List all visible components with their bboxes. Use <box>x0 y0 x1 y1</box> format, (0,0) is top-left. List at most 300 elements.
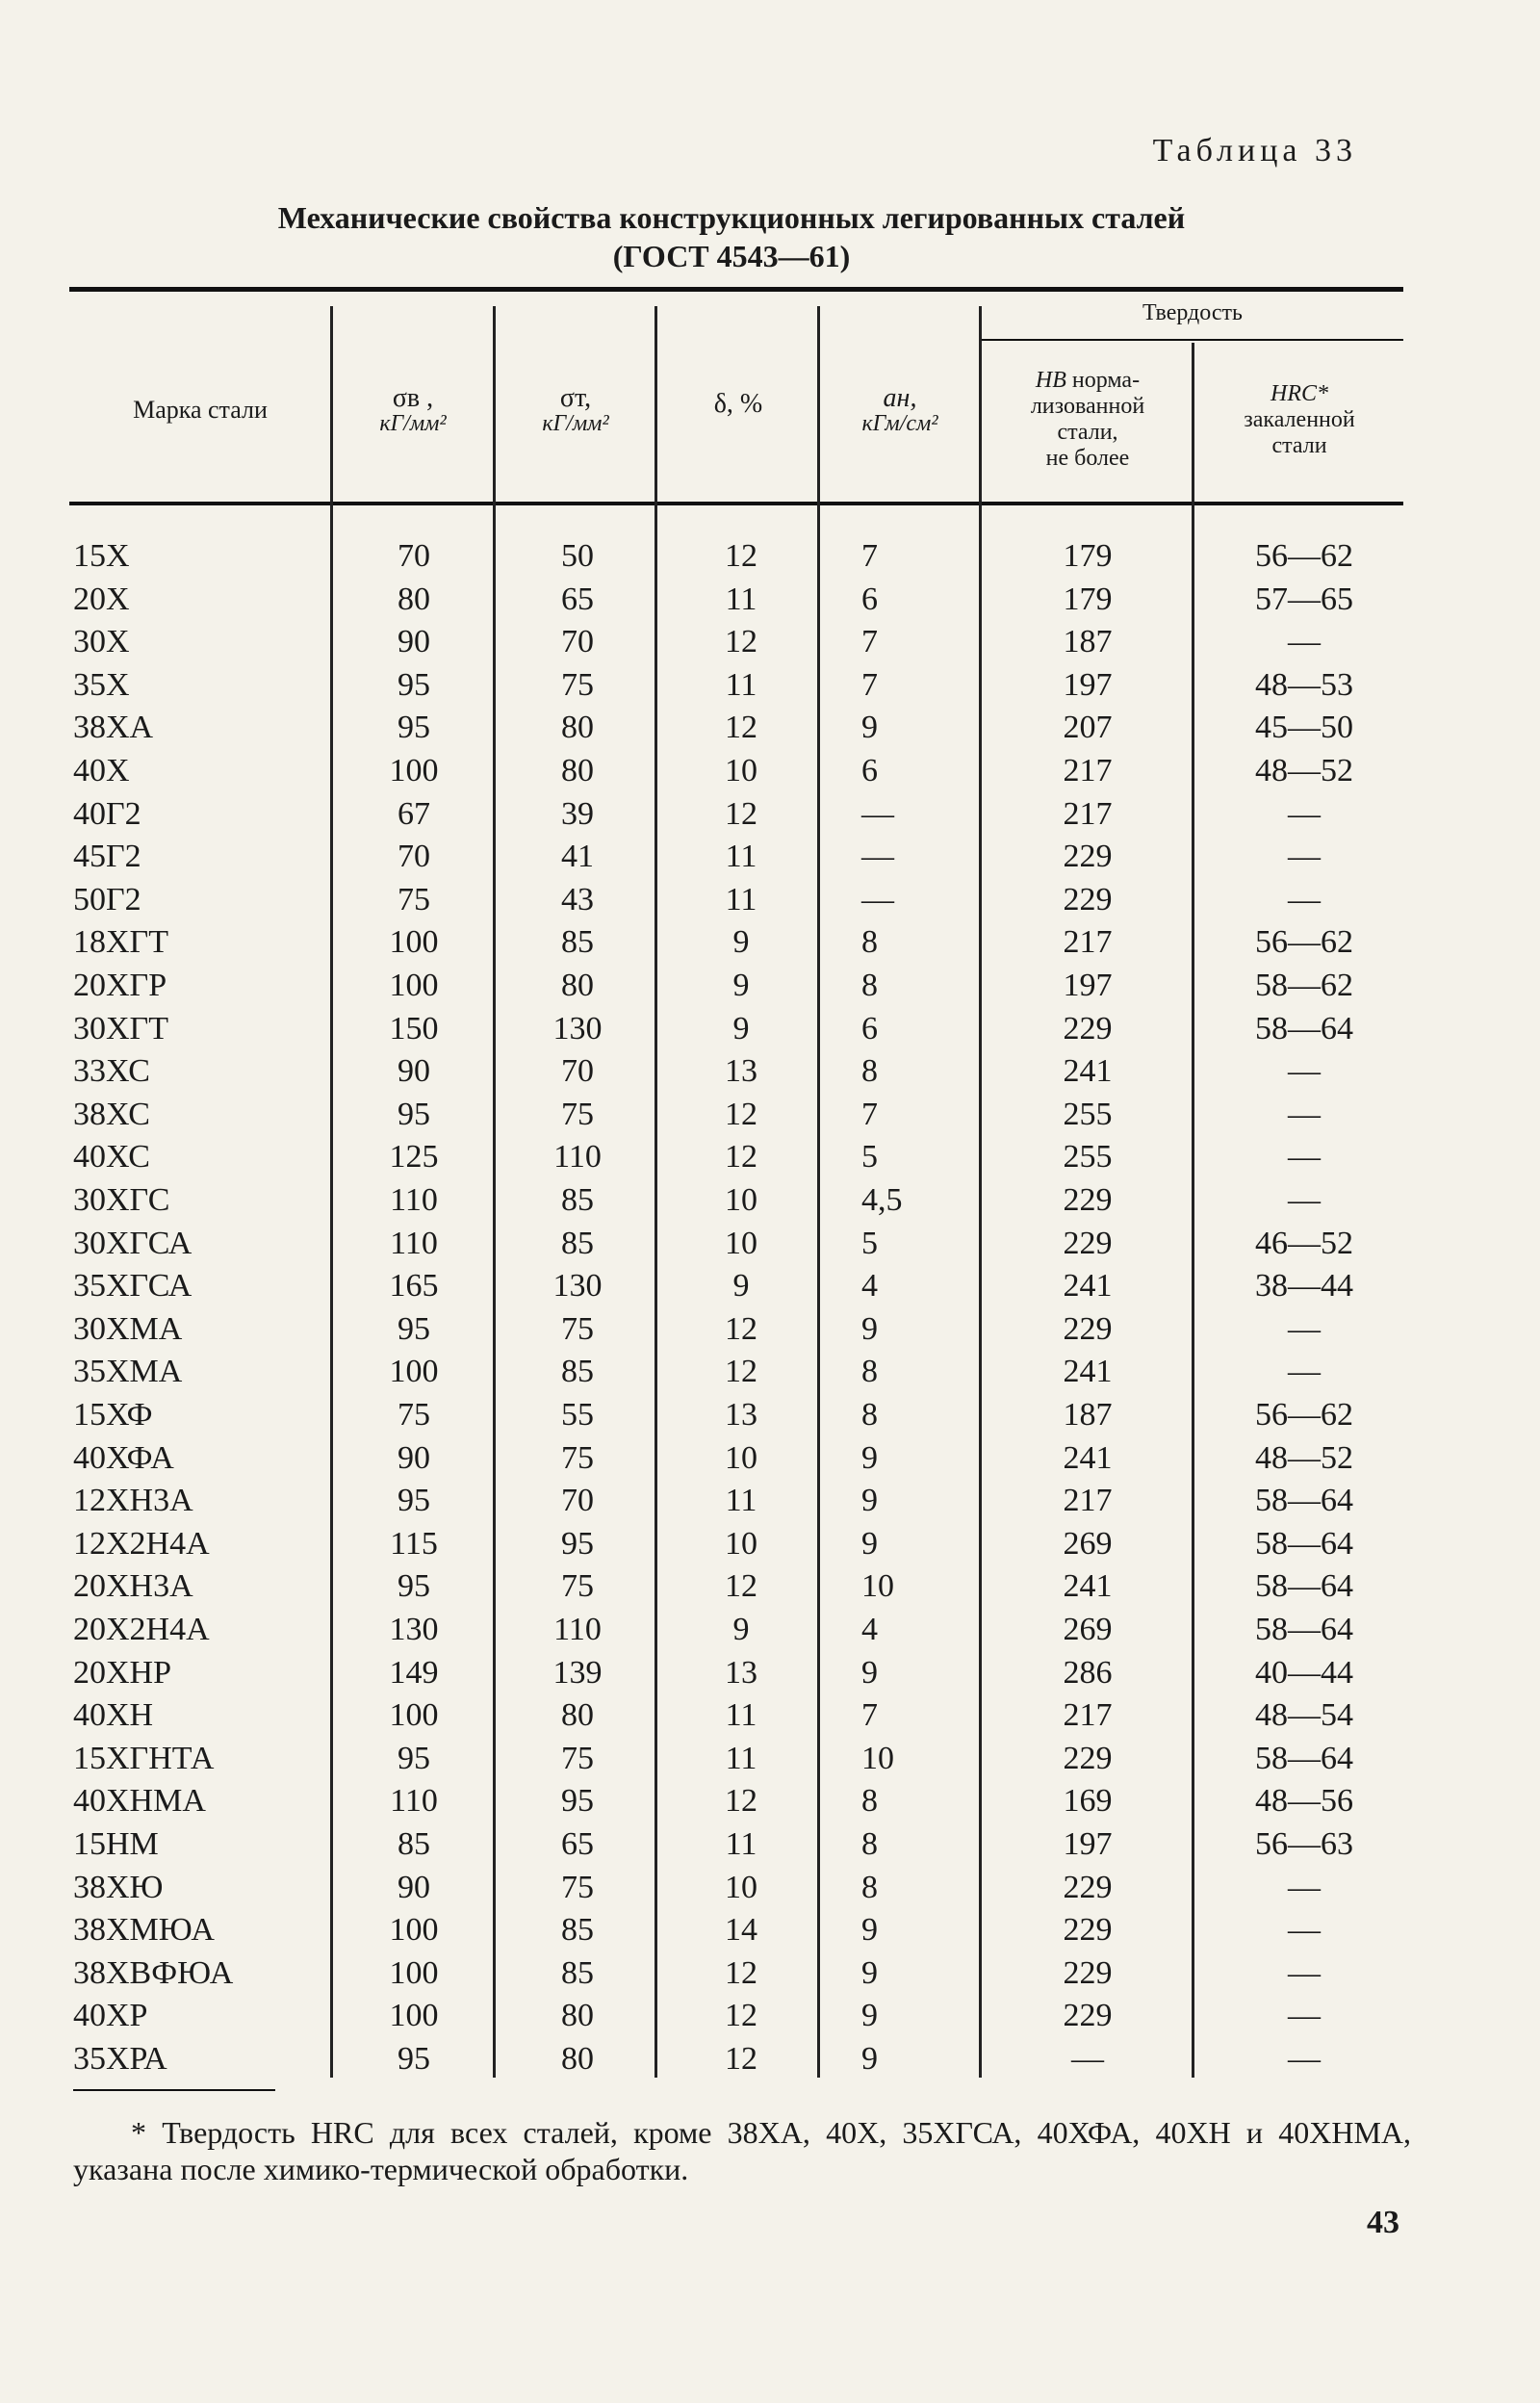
elongation-cell: 14 <box>725 1912 757 1949</box>
elongation-cell: 11 <box>725 1697 757 1734</box>
impact-toughness-cell: 8 <box>861 1826 878 1862</box>
tensile-strength-cell: 110 <box>390 1783 438 1820</box>
elongation-cell: 12 <box>725 1783 757 1820</box>
steel-grade-cell: 30Х <box>73 624 130 660</box>
table-row <box>0 1609 1540 1651</box>
table-row <box>0 1094 1540 1136</box>
impact-toughness-cell: 9 <box>861 1998 878 2034</box>
steel-grade-cell: 40Х <box>73 753 130 788</box>
hrc-hardness-cell: — <box>1288 839 1321 875</box>
tensile-strength-cell: 100 <box>389 1912 439 1949</box>
elongation-cell: 12 <box>725 1139 757 1176</box>
yield-strength-cell: 75 <box>561 1310 594 1347</box>
tensile-strength-cell: 100 <box>389 1354 439 1390</box>
hrc-hardness-cell: — <box>1288 1096 1321 1132</box>
tensile-strength-cell: 165 <box>389 1268 439 1305</box>
table-row <box>0 1652 1540 1694</box>
hb-hardness-cell: 179 <box>1063 538 1113 574</box>
table-row <box>0 1480 1540 1522</box>
yield-strength-cell: 130 <box>552 1268 603 1305</box>
a-n-symbol: ан, <box>883 383 917 413</box>
elongation-cell: 11 <box>725 1740 757 1776</box>
steel-grade-cell: 40ХН <box>73 1697 154 1734</box>
elongation-cell: 12 <box>725 1998 757 2034</box>
elongation-cell: 11 <box>725 839 757 875</box>
steel-grade-cell: 40ХС <box>73 1139 150 1176</box>
hrc-hardness-cell: — <box>1288 2041 1321 2077</box>
header-bottom-rule <box>69 502 1403 505</box>
hrc-hardness-cell: 58—64 <box>1255 1010 1353 1046</box>
table-row <box>0 921 1540 964</box>
steel-grade-cell: 40ХР <box>73 1998 148 2034</box>
table-row <box>0 1136 1540 1178</box>
hb-hardness-cell: 241 <box>1063 1439 1113 1476</box>
hrc-hardness-cell: 56—62 <box>1255 538 1353 574</box>
elongation-cell: 12 <box>725 1568 757 1605</box>
hrc-hardness-cell: — <box>1288 881 1321 917</box>
table-row <box>0 1909 1540 1951</box>
hb-hardness-cell: 229 <box>1063 1869 1113 1905</box>
hb-line-2: лизованной <box>1030 394 1145 419</box>
tensile-strength-cell: 100 <box>389 753 439 788</box>
hrc-hardness-cell: 57—65 <box>1255 581 1353 617</box>
tensile-strength-cell: 80 <box>398 581 430 617</box>
hb-line-3: стали, <box>1057 420 1118 445</box>
hrc-hardness-cell: — <box>1288 1869 1321 1905</box>
yield-strength-cell: 43 <box>561 881 594 917</box>
hrc-hardness-cell: 38—44 <box>1255 1268 1353 1305</box>
table-row <box>0 621 1540 663</box>
table-row <box>0 1780 1540 1822</box>
hb-hardness-cell: 229 <box>1063 839 1113 875</box>
hb-line-1: HB норма- <box>1035 368 1141 393</box>
table-row <box>0 750 1540 792</box>
hb-hardness-cell: 229 <box>1063 1912 1113 1949</box>
hrc-hardness-cell: 56—62 <box>1255 1397 1353 1433</box>
tensile-strength-cell: 95 <box>398 666 430 703</box>
hb-hardness-cell: 229 <box>1063 1010 1113 1046</box>
yield-strength-cell: 75 <box>561 1869 594 1905</box>
tensile-strength-cell: 95 <box>398 1310 430 1347</box>
hrc-hardness-cell: 58—64 <box>1255 1612 1353 1647</box>
steel-grade-cell: 20Х2Н4А <box>73 1612 210 1647</box>
elongation-cell: 12 <box>725 795 757 832</box>
table-row <box>0 1265 1540 1307</box>
tensile-strength-cell: 70 <box>398 839 430 875</box>
table-row <box>0 2038 1540 2080</box>
tensile-strength-cell: 95 <box>398 2041 430 2077</box>
yield-strength-cell: 110 <box>553 1612 602 1647</box>
steel-grade-cell: 15ХГНТА <box>73 1740 215 1776</box>
hrc-hardness-cell: — <box>1288 1139 1321 1176</box>
hrc-hardness-cell: 48—53 <box>1255 666 1353 703</box>
elongation-cell: 12 <box>725 1954 757 1991</box>
impact-toughness-cell: 8 <box>861 1397 878 1433</box>
yield-strength-cell: 50 <box>561 538 594 574</box>
table-row <box>0 1223 1540 1265</box>
yield-strength-cell: 75 <box>561 666 594 703</box>
impact-toughness-cell: 8 <box>861 1354 878 1390</box>
table-row <box>0 1694 1540 1737</box>
yield-strength-cell: 80 <box>561 968 594 1003</box>
tensile-strength-cell: 67 <box>398 795 430 832</box>
impact-toughness-cell: 9 <box>861 1654 878 1691</box>
tensile-strength-cell: 90 <box>398 1869 430 1905</box>
elongation-cell: 13 <box>725 1654 757 1691</box>
tensile-strength-cell: 130 <box>389 1612 439 1647</box>
tensile-strength-cell: 100 <box>389 1954 439 1991</box>
table-row <box>0 1867 1540 1909</box>
hrc-hardness-cell: — <box>1288 1354 1321 1390</box>
header-sigma-t <box>496 385 655 437</box>
header-hrc <box>1195 381 1403 459</box>
steel-grade-cell: 30ХГТ <box>73 1010 168 1046</box>
impact-toughness-cell: 8 <box>861 924 878 961</box>
table-row <box>0 1565 1540 1608</box>
table-row <box>0 1351 1540 1393</box>
a-n-unit: кГм/см² <box>861 411 938 436</box>
hrc-line-2: закаленной <box>1244 407 1355 432</box>
impact-toughness-cell: 9 <box>861 1954 878 1991</box>
impact-toughness-cell: 10 <box>861 1568 894 1605</box>
hrc-hardness-cell: 58—64 <box>1255 1740 1353 1776</box>
sigma-t-unit: кГ/мм² <box>542 411 609 436</box>
elongation-cell: 9 <box>732 968 750 1003</box>
steel-grade-cell: 40ХНМА <box>73 1783 206 1820</box>
hrc-line-1: HRC* <box>1270 381 1328 406</box>
impact-toughness-cell: 9 <box>861 1912 878 1949</box>
steel-grade-cell: 35ХГСА <box>73 1268 192 1305</box>
table-row <box>0 1008 1540 1050</box>
hrc-hardness-cell: 58—64 <box>1255 1568 1353 1605</box>
tensile-strength-cell: 75 <box>398 881 430 917</box>
hrc-hardness-cell: 46—52 <box>1255 1225 1353 1261</box>
yield-strength-cell: 80 <box>561 710 594 746</box>
header-delta: δ, % <box>713 389 763 419</box>
yield-strength-cell: 75 <box>561 1096 594 1132</box>
impact-toughness-cell: 8 <box>861 968 878 1003</box>
elongation-cell: 12 <box>725 1310 757 1347</box>
hb-hardness-cell: 255 <box>1063 1096 1113 1132</box>
table-row <box>0 1437 1540 1480</box>
hb-hardness-cell: 229 <box>1063 1182 1113 1218</box>
impact-toughness-cell: 5 <box>861 1139 878 1176</box>
tensile-strength-cell: 125 <box>389 1139 439 1176</box>
impact-toughness-cell: — <box>861 881 894 917</box>
hb-hardness-cell: 217 <box>1063 795 1113 832</box>
tensile-strength-cell: 110 <box>390 1225 438 1261</box>
steel-grade-cell: 40ХФА <box>73 1439 174 1476</box>
impact-toughness-cell: — <box>861 795 894 832</box>
table-row <box>0 1995 1540 2037</box>
steel-grade-cell: 38ХВФЮА <box>73 1954 234 1991</box>
hb-hardness-cell: 229 <box>1063 1954 1113 1991</box>
impact-toughness-cell: — <box>861 839 894 875</box>
yield-strength-cell: 85 <box>561 924 594 961</box>
top-rule <box>69 287 1403 292</box>
hb-hardness-cell: 269 <box>1063 1525 1113 1562</box>
sigma-b-unit: кГ/мм² <box>379 411 447 436</box>
hb-hardness-cell: 229 <box>1063 1740 1113 1776</box>
yield-strength-cell: 80 <box>561 753 594 788</box>
yield-strength-cell: 70 <box>561 1053 594 1090</box>
table-row <box>0 535 1540 578</box>
impact-toughness-cell: 9 <box>861 710 878 746</box>
impact-toughness-cell: 4 <box>861 1268 878 1305</box>
tensile-strength-cell: 95 <box>398 1568 430 1605</box>
header-sigma-b <box>333 385 493 437</box>
tensile-strength-cell: 70 <box>398 538 430 574</box>
elongation-cell: 12 <box>725 624 757 660</box>
yield-strength-cell: 80 <box>561 1697 594 1734</box>
footnote-rule <box>73 2089 275 2091</box>
yield-strength-cell: 55 <box>561 1397 594 1433</box>
impact-toughness-cell: 7 <box>861 538 878 574</box>
page-number: 43 <box>1367 2205 1399 2240</box>
steel-grade-cell: 33ХС <box>73 1053 150 1090</box>
steel-grade-cell: 38ХЮ <box>73 1869 164 1905</box>
hb-hardness-cell: 229 <box>1063 881 1113 917</box>
sigma-t-symbol: σт, <box>559 383 592 413</box>
tensile-strength-cell: 100 <box>389 1697 439 1734</box>
tensile-strength-cell: 75 <box>398 1397 430 1433</box>
impact-toughness-cell: 4 <box>861 1612 878 1647</box>
impact-toughness-cell: 8 <box>861 1869 878 1905</box>
table-label: Таблица 33 <box>1152 133 1357 168</box>
hb-hardness-cell: 187 <box>1063 1397 1113 1433</box>
hb-line-4: не более <box>1045 446 1130 471</box>
elongation-cell: 10 <box>725 1225 757 1261</box>
impact-toughness-cell: 6 <box>861 1010 878 1046</box>
table-row <box>0 1952 1540 1995</box>
yield-strength-cell: 139 <box>552 1654 603 1691</box>
hb-hardness-cell: 197 <box>1063 666 1113 703</box>
yield-strength-cell: 70 <box>561 1483 594 1519</box>
table-row <box>0 1738 1540 1780</box>
elongation-cell: 13 <box>725 1397 757 1433</box>
yield-strength-cell: 85 <box>561 1182 594 1218</box>
hrc-hardness-cell: 56—62 <box>1255 924 1353 961</box>
yield-strength-cell: 39 <box>561 795 594 832</box>
header-hardness: Твердость <box>1142 300 1243 325</box>
elongation-cell: 12 <box>725 1096 757 1132</box>
impact-toughness-cell: 9 <box>861 1483 878 1519</box>
yield-strength-cell: 75 <box>561 1740 594 1776</box>
yield-strength-cell: 70 <box>561 624 594 660</box>
hb-hardness-cell: 229 <box>1063 1310 1113 1347</box>
steel-grade-cell: 20ХНР <box>73 1654 172 1691</box>
yield-strength-cell: 110 <box>553 1139 602 1176</box>
hrc-hardness-cell: 58—62 <box>1255 968 1353 1003</box>
hrc-hardness-cell: — <box>1288 624 1321 660</box>
elongation-cell: 9 <box>732 1010 750 1046</box>
yield-strength-cell: 65 <box>561 581 594 617</box>
elongation-cell: 10 <box>725 753 757 788</box>
steel-grade-cell: 38ХМЮА <box>73 1912 215 1949</box>
elongation-cell: 11 <box>725 881 757 917</box>
hb-hardness-cell: 217 <box>1063 753 1113 788</box>
hrc-hardness-cell: 58—64 <box>1255 1525 1353 1562</box>
hb-hardness-cell: 197 <box>1063 1826 1113 1862</box>
tensile-strength-cell: 100 <box>389 1998 439 2034</box>
hrc-hardness-cell: 48—52 <box>1255 753 1353 788</box>
steel-grade-cell: 30ХГС <box>73 1182 170 1218</box>
impact-toughness-cell: 9 <box>861 1525 878 1562</box>
yield-strength-cell: 80 <box>561 1998 594 2034</box>
steel-grade-cell: 45Г2 <box>73 839 141 875</box>
hardness-rule <box>982 339 1403 341</box>
hb-hardness-cell: 255 <box>1063 1139 1113 1176</box>
tensile-strength-cell: 95 <box>398 1096 430 1132</box>
elongation-cell: 10 <box>725 1182 757 1218</box>
elongation-cell: 10 <box>725 1525 757 1562</box>
steel-grade-cell: 15Х <box>73 538 130 574</box>
tensile-strength-cell: 150 <box>389 1010 439 1046</box>
elongation-cell: 13 <box>725 1053 757 1090</box>
hrc-hardness-cell: 40—44 <box>1255 1654 1353 1691</box>
tensile-strength-cell: 115 <box>390 1525 438 1562</box>
table-row <box>0 664 1540 707</box>
table-row <box>0 707 1540 749</box>
elongation-cell: 11 <box>725 581 757 617</box>
hb-hardness-cell: 179 <box>1063 581 1113 617</box>
header-grade: Марка стали <box>133 396 268 424</box>
table-row <box>0 1823 1540 1866</box>
elongation-cell: 9 <box>732 1612 750 1647</box>
yield-strength-cell: 95 <box>561 1783 594 1820</box>
hb-hardness-cell: 217 <box>1063 1697 1113 1734</box>
hb-hardness-cell: — <box>1071 2041 1104 2077</box>
hb-hardness-cell: 241 <box>1063 1568 1113 1605</box>
hrc-hardness-cell: — <box>1288 795 1321 832</box>
steel-grade-cell: 35ХРА <box>73 2041 167 2077</box>
impact-toughness-cell: 8 <box>861 1783 878 1820</box>
impact-toughness-cell: 6 <box>861 753 878 788</box>
elongation-cell: 12 <box>725 2041 757 2077</box>
hrc-hardness-cell: — <box>1288 1182 1321 1218</box>
hb-hardness-cell: 241 <box>1063 1268 1113 1305</box>
hrc-hardness-cell: — <box>1288 1998 1321 2034</box>
steel-grade-cell: 30ХГСА <box>73 1225 192 1261</box>
impact-toughness-cell: 7 <box>861 666 878 703</box>
steel-grade-cell: 15НМ <box>73 1826 159 1862</box>
steel-grade-cell: 40Г2 <box>73 795 141 832</box>
elongation-cell: 9 <box>732 1268 750 1305</box>
yield-strength-cell: 85 <box>561 1912 594 1949</box>
hb-hardness-cell: 187 <box>1063 624 1113 660</box>
impact-toughness-cell: 9 <box>861 2041 878 2077</box>
hb-hardness-cell: 241 <box>1063 1354 1113 1390</box>
hrc-hardness-cell: — <box>1288 1954 1321 1991</box>
hb-hardness-cell: 241 <box>1063 1053 1113 1090</box>
table-row <box>0 1179 1540 1222</box>
elongation-cell: 12 <box>725 1354 757 1390</box>
steel-grade-cell: 20Х <box>73 581 130 617</box>
tensile-strength-cell: 95 <box>398 1483 430 1519</box>
hrc-hardness-cell: 45—50 <box>1255 710 1353 746</box>
steel-grade-cell: 12ХН3А <box>73 1483 193 1519</box>
footnote: * Твердость HRC для всех сталей, кроме 38ХА, 40Х, 35ХГСА, 40ХФА, 40ХН и 40ХНМА, указана после химико-термической обработки. <box>73 2115 1411 2186</box>
elongation-cell: 12 <box>725 710 757 746</box>
impact-toughness-cell: 8 <box>861 1053 878 1090</box>
yield-strength-cell: 95 <box>561 1525 594 1562</box>
impact-toughness-cell: 7 <box>861 624 878 660</box>
steel-grade-cell: 12Х2Н4А <box>73 1525 210 1562</box>
table-row <box>0 1308 1540 1351</box>
yield-strength-cell: 130 <box>552 1010 603 1046</box>
steel-grade-cell: 20ХН3А <box>73 1568 193 1605</box>
steel-grade-cell: 30ХМА <box>73 1310 183 1347</box>
hb-hardness-cell: 286 <box>1063 1654 1113 1691</box>
table-row <box>0 836 1540 878</box>
sigma-b-symbol: σв , <box>392 383 434 413</box>
hrc-hardness-cell: 48—56 <box>1255 1783 1353 1820</box>
table-row <box>0 879 1540 921</box>
steel-grade-cell: 35Х <box>73 666 130 703</box>
impact-toughness-cell: 5 <box>861 1225 878 1261</box>
hb-hardness-cell: 229 <box>1063 1998 1113 2034</box>
table-row <box>0 793 1540 836</box>
yield-strength-cell: 65 <box>561 1826 594 1862</box>
hb-hardness-cell: 269 <box>1063 1612 1113 1647</box>
impact-toughness-cell: 7 <box>861 1096 878 1132</box>
tensile-strength-cell: 90 <box>398 1439 430 1476</box>
tensile-strength-cell: 100 <box>389 968 439 1003</box>
impact-toughness-cell: 9 <box>861 1310 878 1347</box>
hrc-hardness-cell: 48—52 <box>1255 1439 1353 1476</box>
elongation-cell: 10 <box>725 1439 757 1476</box>
tensile-strength-cell: 90 <box>398 624 430 660</box>
hb-hardness-cell: 169 <box>1063 1783 1113 1820</box>
tensile-strength-cell: 95 <box>398 710 430 746</box>
table-title <box>0 198 1463 275</box>
elongation-cell: 10 <box>725 1869 757 1905</box>
elongation-cell: 12 <box>725 538 757 574</box>
impact-toughness-cell: 10 <box>861 1740 894 1776</box>
steel-grade-cell: 18ХГТ <box>73 924 168 961</box>
hb-hardness-cell: 217 <box>1063 1483 1113 1519</box>
hb-hardness-cell: 217 <box>1063 924 1113 961</box>
steel-grade-cell: 38ХА <box>73 710 154 746</box>
title-line-1: Механические свойства конструкционных легированных сталей <box>277 200 1186 235</box>
yield-strength-cell: 75 <box>561 1568 594 1605</box>
elongation-cell: 11 <box>725 1826 757 1862</box>
hrc-hardness-cell: — <box>1288 1053 1321 1090</box>
impact-toughness-cell: 4,5 <box>861 1182 903 1218</box>
hb-hardness-cell: 207 <box>1063 710 1113 746</box>
hrc-hardness-cell: 58—64 <box>1255 1483 1353 1519</box>
header-hb <box>984 368 1192 472</box>
steel-grade-cell: 15ХФ <box>73 1397 153 1433</box>
steel-grade-cell: 35ХМА <box>73 1354 183 1390</box>
title-line-2: (ГОСТ 4543—61) <box>612 239 851 273</box>
tensile-strength-cell: 149 <box>389 1654 439 1691</box>
table-row <box>0 579 1540 621</box>
hrc-line-3: стали <box>1271 433 1327 458</box>
impact-toughness-cell: 6 <box>861 581 878 617</box>
tensile-strength-cell: 100 <box>389 924 439 961</box>
hrc-hardness-cell: — <box>1288 1912 1321 1949</box>
hb-hardness-cell: 229 <box>1063 1225 1113 1261</box>
table-row <box>0 1050 1540 1093</box>
steel-grade-cell: 20ХГР <box>73 968 167 1003</box>
steel-grade-cell: 50Г2 <box>73 881 141 917</box>
impact-toughness-cell: 7 <box>861 1697 878 1734</box>
table-row <box>0 1394 1540 1436</box>
hrc-hardness-cell: 56—63 <box>1255 1826 1353 1862</box>
tensile-strength-cell: 95 <box>398 1740 430 1776</box>
elongation-cell: 9 <box>732 924 750 961</box>
